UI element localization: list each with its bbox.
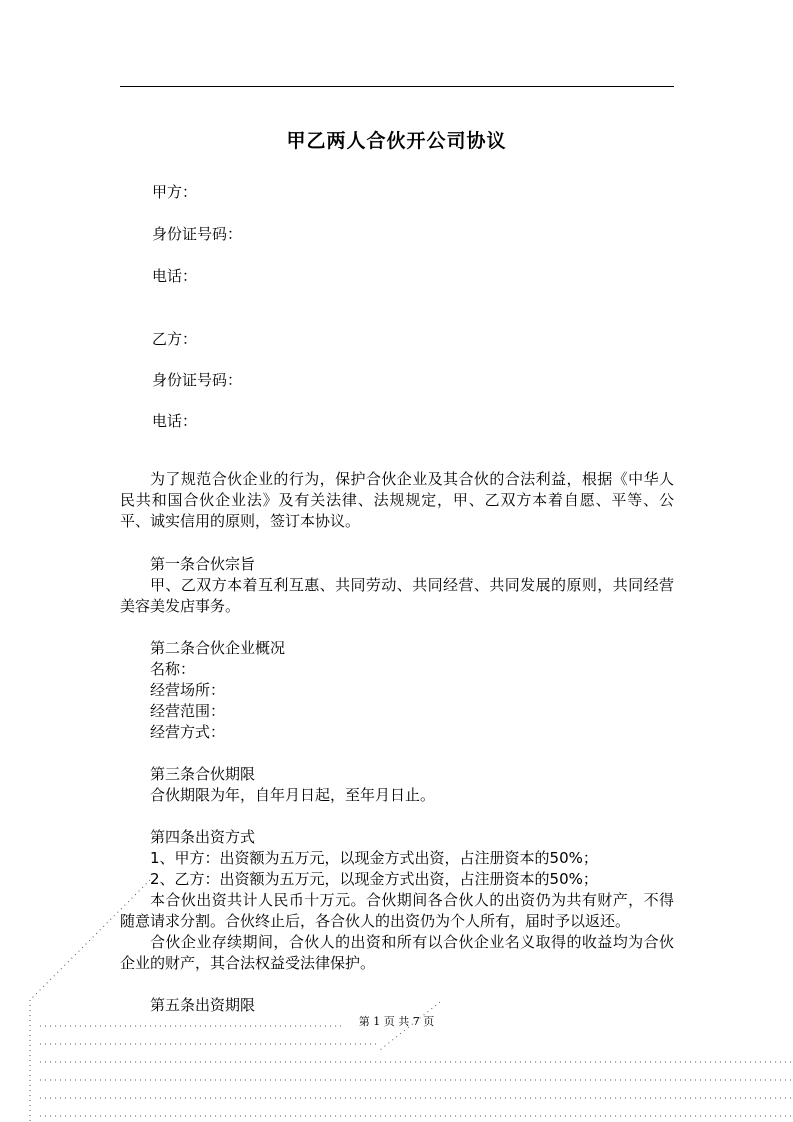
article1-body: 甲、乙双方本着互利互惠、共同劳动、共同经营、共同发展的原则，共同经营美容美发店事务。 <box>120 576 674 615</box>
article3-heading: 第三条合伙期限 <box>150 765 256 783</box>
preamble-paragraph: 为了规范合伙企业的行为，保护合伙企业及其合伙的合法利益，根据《中华人民共和国合伙企业法》及有关法律、法规规定，甲、乙双方本着自愿、平等、公平、诚实信用的原则，签订本协议。 <box>120 470 674 530</box>
article4-paragraph-total: 本合伙出资共计人民币十万元。合伙期间各合伙人的出资仍为共有财产，不得随意请求分割。合伙终止后，各合伙人的出资仍为个人所有，届时予以返还。 <box>120 891 674 930</box>
article4-item-party-a: 1、甲方：出资额为五万元，以现金方式出资，占注册资本的50%； <box>150 849 598 867</box>
article2-item-name: 名称： <box>150 660 196 678</box>
party-b-label: 乙方： <box>152 330 198 348</box>
article4-paragraph-property: 合伙企业存续期间，合伙人的出资和所有以合伙企业名义取得的收益均为合伙企业的财产，其合法权益受法律保护。 <box>120 933 674 972</box>
party-a-phone-label: 电话： <box>152 267 198 285</box>
article5-heading: 第五条出资期限 <box>150 996 256 1014</box>
party-a-label: 甲方： <box>152 183 198 201</box>
page-footer: 第 1 页 共 7 页 <box>358 1015 435 1028</box>
article3-body: 合伙期限为年，自年月日起，至年月日止。 <box>150 786 436 804</box>
article2-heading: 第二条合伙企业概况 <box>150 639 286 657</box>
party-b-id-label: 身份证号码： <box>152 371 243 389</box>
document-title: 甲乙两人合伙开公司协议 <box>286 130 507 152</box>
article1-heading: 第一条合伙宗旨 <box>150 555 256 573</box>
header-rule <box>120 86 674 87</box>
article2-item-scope: 经营范围： <box>150 702 226 720</box>
article2-item-location: 经营场所： <box>150 681 226 699</box>
article2-item-mode: 经营方式： <box>150 723 226 741</box>
party-b-phone-label: 电话： <box>152 412 198 430</box>
party-a-id-label: 身份证号码： <box>152 225 243 243</box>
article4-item-party-b: 2、乙方：出资额为五万元，以现金方式出资，占注册资本的50%； <box>150 870 598 888</box>
article4-heading: 第四条出资方式 <box>150 828 256 846</box>
